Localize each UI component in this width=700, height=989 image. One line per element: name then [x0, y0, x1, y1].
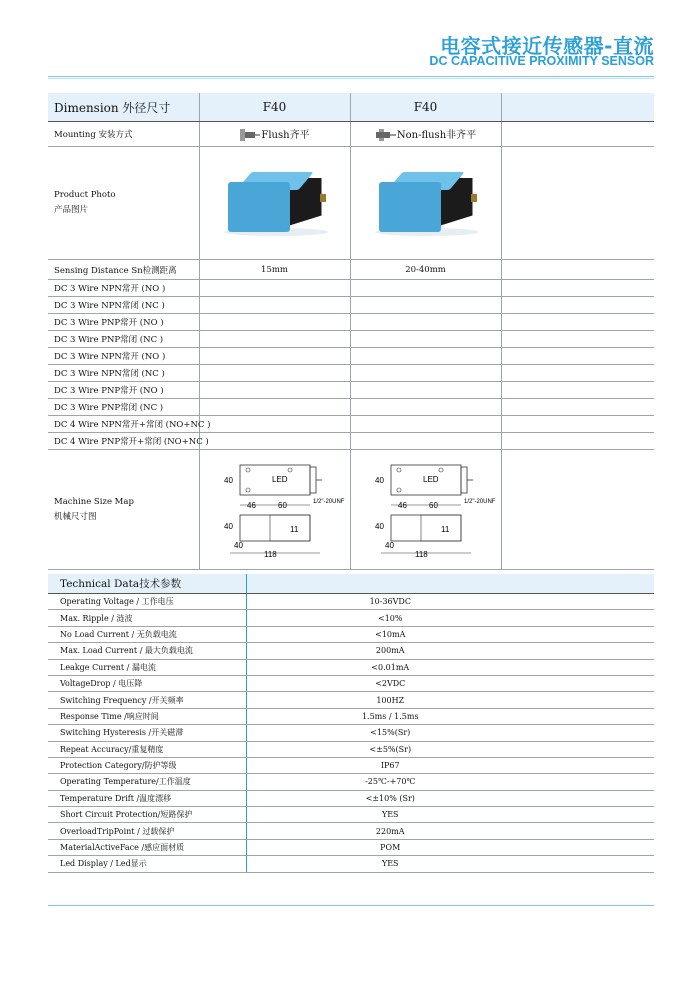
wiring-label: DC 3 Wire PNP常闭 (NC )	[48, 331, 199, 348]
table-row	[48, 839, 654, 855]
dim-40: 40	[374, 476, 384, 485]
size-map-row	[48, 450, 654, 570]
table-row	[48, 675, 654, 691]
dim-118: 118	[414, 550, 428, 559]
led-label: LED	[271, 475, 288, 484]
empty-cell	[501, 147, 654, 260]
table-row	[48, 774, 654, 790]
tech-body	[48, 594, 654, 873]
tech-key: Led Display / Led显示	[48, 856, 246, 872]
tech-value: 1.5ms / 1.5ms	[246, 708, 654, 724]
sensor-photo	[371, 168, 481, 238]
dim-40: 40	[233, 541, 243, 550]
mount-flush-cell	[199, 122, 350, 147]
dimension-row	[48, 93, 654, 122]
page-title-cn: 电容式接近传感器-直流	[440, 34, 654, 58]
wiring-label: DC 3 Wire NPN常闭 (NC )	[48, 365, 199, 382]
mounting-label: Mounting 安装方式	[48, 122, 199, 147]
wiring-row	[48, 399, 654, 416]
thread-label: 1/2"-20UNF	[463, 499, 495, 505]
distance-flush: 15mm	[199, 260, 350, 280]
nonflush-mount-icon	[375, 128, 397, 142]
distance-row	[48, 260, 654, 280]
wiring-row	[48, 382, 654, 399]
wiring-row	[48, 348, 654, 365]
tech-key: Switching Hysteresis /开关磁滞	[48, 725, 246, 741]
table-row	[48, 626, 654, 642]
tech-value: YES	[246, 807, 654, 823]
tech-key: No Load Current / 无负载电流	[48, 626, 246, 642]
empty-cell	[501, 93, 654, 122]
wiring-label: DC 3 Wire NPN常闭 (NC )	[48, 297, 199, 314]
tech-value: 220mA	[246, 823, 654, 839]
nonflush-photo-cell	[350, 147, 501, 260]
mount-nonflush-label: Non-flush非齐平	[396, 129, 477, 141]
dim-40: 40	[384, 541, 394, 550]
tech-value: <10%	[246, 610, 654, 626]
tech-key: Leakge Current / 漏电流	[48, 659, 246, 675]
tech-key: Max. Load Current / 最大负载电流	[48, 643, 246, 659]
tech-header: Technical Data技术参数	[48, 574, 246, 594]
empty-cell	[501, 260, 654, 280]
map-label	[48, 450, 199, 570]
wiring-label: DC 3 Wire NPN常开 (NO )	[48, 348, 199, 365]
dim-46: 46	[246, 501, 256, 510]
photo-label	[48, 147, 199, 260]
empty-cell	[501, 450, 654, 570]
tech-key: Protection Category/防护等级	[48, 757, 246, 773]
tech-value: <±5%(Sr)	[246, 741, 654, 757]
wiring-row	[48, 280, 654, 297]
tech-key: Temperature Drift /温度漂移	[48, 790, 246, 806]
map-label-cn: 机械尺寸图	[54, 511, 97, 522]
mount-nonflush-cell	[350, 122, 501, 147]
tech-key: VoltageDrop / 电压降	[48, 675, 246, 691]
dim-118: 118	[263, 550, 277, 559]
dim-40: 40	[223, 476, 233, 485]
table-row	[48, 823, 654, 839]
photo-row	[48, 147, 654, 260]
dimension-drawing	[210, 453, 344, 563]
table-row	[48, 856, 654, 872]
wiring-label: DC 4 Wire PNP常开+常闭 (NO+NC )	[48, 433, 199, 450]
table-row	[48, 643, 654, 659]
wiring-row	[48, 314, 654, 331]
dim-11: 11	[440, 525, 449, 534]
tech-key: MaterialActiveFace /感应面材质	[48, 839, 246, 855]
mounting-row	[48, 122, 654, 147]
dim-60: 60	[277, 501, 287, 510]
dim-60: 60	[428, 501, 438, 510]
tech-value: 200mA	[246, 643, 654, 659]
col2-title: F40	[350, 93, 501, 122]
flush-mount-icon	[239, 128, 261, 142]
tech-value: <0.01mA	[246, 659, 654, 675]
distance-nonflush: 20-40mm	[350, 260, 501, 280]
tech-header-row	[48, 574, 654, 594]
col1-title: F40	[199, 93, 350, 122]
wiring-row	[48, 297, 654, 314]
table-row	[48, 790, 654, 806]
dim-40: 40	[374, 522, 384, 531]
tech-value: -25℃-+70℃	[246, 774, 654, 790]
table-row	[48, 594, 654, 610]
tech-table	[48, 574, 654, 873]
dim-46: 46	[397, 501, 407, 510]
table-row	[48, 807, 654, 823]
dim-11: 11	[289, 525, 298, 534]
tech-key: Switching Frequency /开关频率	[48, 692, 246, 708]
table-row	[48, 659, 654, 675]
header-divider-light	[48, 78, 654, 79]
empty-cell	[501, 122, 654, 147]
tech-key: Operating Voltage / 工作电压	[48, 594, 246, 610]
tech-key: OverloadTripPoint / 过载保护	[48, 823, 246, 839]
table-row	[48, 725, 654, 741]
photo-label-en: Product Photo	[54, 190, 116, 200]
page-title-en: DC CAPACITIVE PROXIMITY SENSOR	[429, 54, 654, 68]
tech-key: Short Circuit Protection/短路保护	[48, 807, 246, 823]
tech-value: YES	[246, 856, 654, 872]
table-row	[48, 741, 654, 757]
tech-value: POM	[246, 839, 654, 855]
flush-drawing-cell	[199, 450, 350, 570]
dimension-label: Dimension 外径尺寸	[48, 93, 199, 122]
wiring-row	[48, 433, 654, 450]
footer-divider	[48, 905, 654, 906]
spec-table	[48, 93, 654, 570]
tech-value: <15%(Sr)	[246, 725, 654, 741]
distance-label: Sensing Distance Sn检测距离	[48, 260, 199, 280]
tech-value: 100HZ	[246, 692, 654, 708]
tech-value: IP67	[246, 757, 654, 773]
empty-cell	[246, 574, 654, 594]
tech-value: <10mA	[246, 626, 654, 642]
tech-key: Max. Ripple / 涟波	[48, 610, 246, 626]
tech-value: <2VDC	[246, 675, 654, 691]
photo-label-cn: 产品图片	[54, 205, 89, 215]
tech-key: Response Time /响应时间	[48, 708, 246, 724]
led-label: LED	[422, 475, 439, 484]
wiring-label: DC 3 Wire PNP常闭 (NC )	[48, 399, 199, 416]
wiring-label: DC 3 Wire PNP常开 (NO )	[48, 382, 199, 399]
mount-flush-label: Flush齐平	[261, 129, 310, 141]
wiring-label: DC 4 Wire NPN常开+常闭 (NO+NC )	[48, 416, 199, 433]
table-row	[48, 692, 654, 708]
nonflush-drawing-cell	[350, 450, 501, 570]
dimension-drawing	[361, 453, 495, 563]
sensor-photo	[220, 168, 330, 238]
table-row	[48, 757, 654, 773]
wiring-label: DC 3 Wire PNP常开 (NO )	[48, 314, 199, 331]
tech-key: Repeat Accuracy/重复精度	[48, 741, 246, 757]
dim-40: 40	[223, 522, 233, 531]
header-divider	[48, 76, 654, 77]
wiring-row	[48, 416, 654, 433]
tech-value: <±10% (Sr)	[246, 790, 654, 806]
tech-key: Operating Temperature/工作温度	[48, 774, 246, 790]
thread-label: 1/2"-20UNF	[312, 499, 344, 505]
flush-photo-cell	[199, 147, 350, 260]
tech-value: 10-36VDC	[246, 594, 654, 610]
table-row	[48, 610, 654, 626]
wiring-row	[48, 365, 654, 382]
wiring-label: DC 3 Wire NPN常开 (NO )	[48, 280, 199, 297]
wiring-row	[48, 331, 654, 348]
map-label-en: Machine Size Map	[54, 496, 134, 507]
table-row	[48, 708, 654, 724]
